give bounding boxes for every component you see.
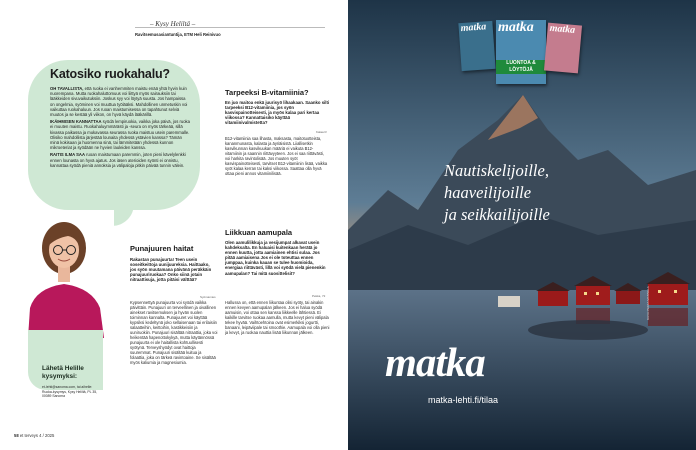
section-title: Punajuuren haitat — [130, 244, 194, 253]
question-title: Katosiko ruokahalu? — [50, 67, 170, 81]
column-kicker: – Kysy Heliltä – — [150, 20, 196, 28]
cover-title: matka — [498, 20, 534, 35]
issue-number: 4 / 2025 — [39, 433, 55, 438]
headline-line: ja seikkailijoille — [444, 205, 550, 224]
paragraph: syödä lempiruokia, vaikka joka päivä, jos ruoka ei muuten maistu. Ruokahaluymmärästi ja -seura on myös tärkeää, sillä kivassa paikassa ja mukavassa seurassa ruoka maistuu usein paremmalle. Olisiko mahdollista järjestää lounaita yhdessä ystävien kanssa? Tämän minä kokisaan ja huomenna sinä, tai lämmitetään yhdessä kunnon mikroeteriat ja syödään ne hyvien lauleiden kanssa. — [50, 119, 190, 151]
question-signature: Syömamies — [200, 295, 216, 299]
section-title: Liikkuan aamupala — [225, 228, 293, 237]
section-question: Rakastan punajuurta! Teen usein soseitkeittoja uunijuureksia. Haittaako, jos syön muutamana päivänä peräkkäin punajuuriruokaa? Onko siinä jotain nitraattisuja, jotta pitäisi välttää? — [130, 257, 212, 283]
headline-line: Nautiskelijoille, — [444, 161, 549, 180]
subscribe-link[interactable]: matka-lehti.fi/tilaa — [428, 395, 499, 405]
question-signature: Kalaa R — [316, 130, 327, 134]
cover-title: matka — [460, 21, 487, 35]
byline: Ravitsemusasiantuntija, ETM Heli Reinivuo — [135, 32, 221, 37]
page-number: 58 — [14, 433, 19, 438]
section-title: Tarpeeksi B-vitamiinia? — [225, 88, 309, 97]
section-answer: B12-vitamiinia saa lihasta, maksasta, maitotuotteista, kananmunasta, kalasta ja äyriäisistä. Liiallisetkin kasvikunnan kasvikuukan määriä ei vaikuta B12-vitamiinin ja saannin riittävyyteen. Jos ei saa riittävästi, voi harkita ravintolisää. Jos muuten syöt kasvispainotteisesti, tarvitset B12-vitamiinin lisää, vaikka syöt kalaa kerran tai kaksi viikossa. Saattaa olla hyvä ottaa pieni annos vitamiinilisää. — [225, 136, 328, 176]
headline-line: haaveilijoille — [444, 183, 532, 202]
section-answer: Hallussa on, että ennen liikuntaa olisi syöty, tai ainakin ennen kevyen aamupalan jälkeen. Jos ei halua syödä aamuisin, voi ottaa sen kanssa liikkeelle lähtiessä. Ei kaikille tarvitse ruokaa aamulla, mutta kevyt pieni välipala tekee hyvää. Vaihtoehtoina ovat esimerkiksi jogurtti, banaani, leipäviipale tai smoothie. Aamupala voi olla pieni ja kevyt, ja ruokaa nauttia lisää liikunnan jälkeen. — [225, 300, 330, 335]
portrait-photo — [28, 210, 114, 338]
brand-logo: matka — [385, 339, 485, 385]
question-body — [50, 86, 190, 170]
folio — [14, 433, 54, 438]
photo-credit: KUVA PEKKA MANNELA — [646, 286, 650, 320]
lead-caps: RAITIS ILMA SAA — [50, 152, 85, 158]
ask-text: et-lehti@sanoma.com, tai aihelle: Ruoka-kysymys, Kysy Heliltä, PL 35, 00089 Sanoma — [42, 385, 98, 399]
section-answer: Kypsennettyä punajuurta voi syödä vaikka päivittäin. Punajuuri on terveellinen ja oivallinen ainekset ravitsemuksen ja hyvän suolen toiminnan kannalta. Punajuuret voi käyttää kypsiksi kedeltynä joko sellaisenaan tai erilaisiin salaatteihin, keittoihin, kastikkeisiin ja uuniruokiin. Punajuuri sisältää nitraattia, joka voi heikentää hapenottokykyä, mutta käytännössä punajuurta ei ole haitallista kohtuullisesti syötynä. Terveyshyödyt ovat haittoja suuremmat. Punajuuri sisältää kuitua ja folaattia, joka on tärkeä ravintoaine. Se sisältää myös kaliumia ja magnesiumia. — [130, 300, 218, 365]
paragraph: ruoan maistumaan paremmin, joten pieni kävelylenkki ennen lounasta on hyvä ajatus. Jos iäsen aterioiden syönti ei onnistu, kannattaa syödä pieniä annoksia ja välipaloja pitkin päivää tunnin välein. — [50, 152, 186, 168]
question-signature: Pekka, 72 — [312, 294, 326, 298]
section-question: En juo maitoa enkä juurisyö lihaakaan. Saanko silti tarpeeksi B12-vitamiinia, jos syön kasvispainotteisesti, ja myös kalaa pari kertaa viikossa? Kannattaisiko käyttää vitamiinivalmistetta? — [225, 100, 330, 126]
section-question: Olen aamulilikkuja ja vesijumpat alkavat usein kahdeksalta. En haluaisi kuitenkaan herätä jo ennen kuutta, jotta aamiainen ehtisi sulaa. Jos pitää aamiaisena Jos ei ole toteuttaa ennen jumppaa, kuinka kauan se tulee huomioida, energiaa riittävästi, lillä voi syödä vielä pienenkin aamupalan? Tai mitä suosittelisit? — [225, 240, 326, 276]
magazine-name: et terveys — [19, 433, 38, 438]
magazine-cover — [458, 21, 495, 71]
cover-headline: LUONTOA & LÖYTÖJÄ — [496, 60, 546, 74]
ad-headline — [444, 160, 696, 226]
ask-box — [28, 330, 103, 390]
ask-title: Lähetä Helille kysymyksi: — [42, 365, 84, 380]
cover-title: matka — [549, 22, 576, 36]
paragraph: että ruoka ei vanhemmiten maistu enää yhtä hyvin kuin nuorempana. Mutta ruokahaluttomuus voi liittyä myös sairauksiin tai lääkkeiden sivuvaikutuksiin. Joskus syy voi löytyä suusta. Jos hampaissa on ongelmia, syöminen voi muuttua työlääksi. Mahdollinen unmetuskin voi vaikuttaa ruokahaluun. Jos ruoan maistumisessa on tapahtunut selviä muutos ja se kestää yli viikon, on hyvä käydä lääkärillä. — [50, 86, 188, 118]
lead-caps: IKÄIHMISEN KANNATTAA — [50, 119, 102, 125]
rule-line — [135, 27, 325, 28]
magazine-cover — [496, 20, 546, 84]
lead-caps: OH TAVALLISTA, — [50, 86, 84, 91]
magazine-cover — [544, 23, 582, 74]
